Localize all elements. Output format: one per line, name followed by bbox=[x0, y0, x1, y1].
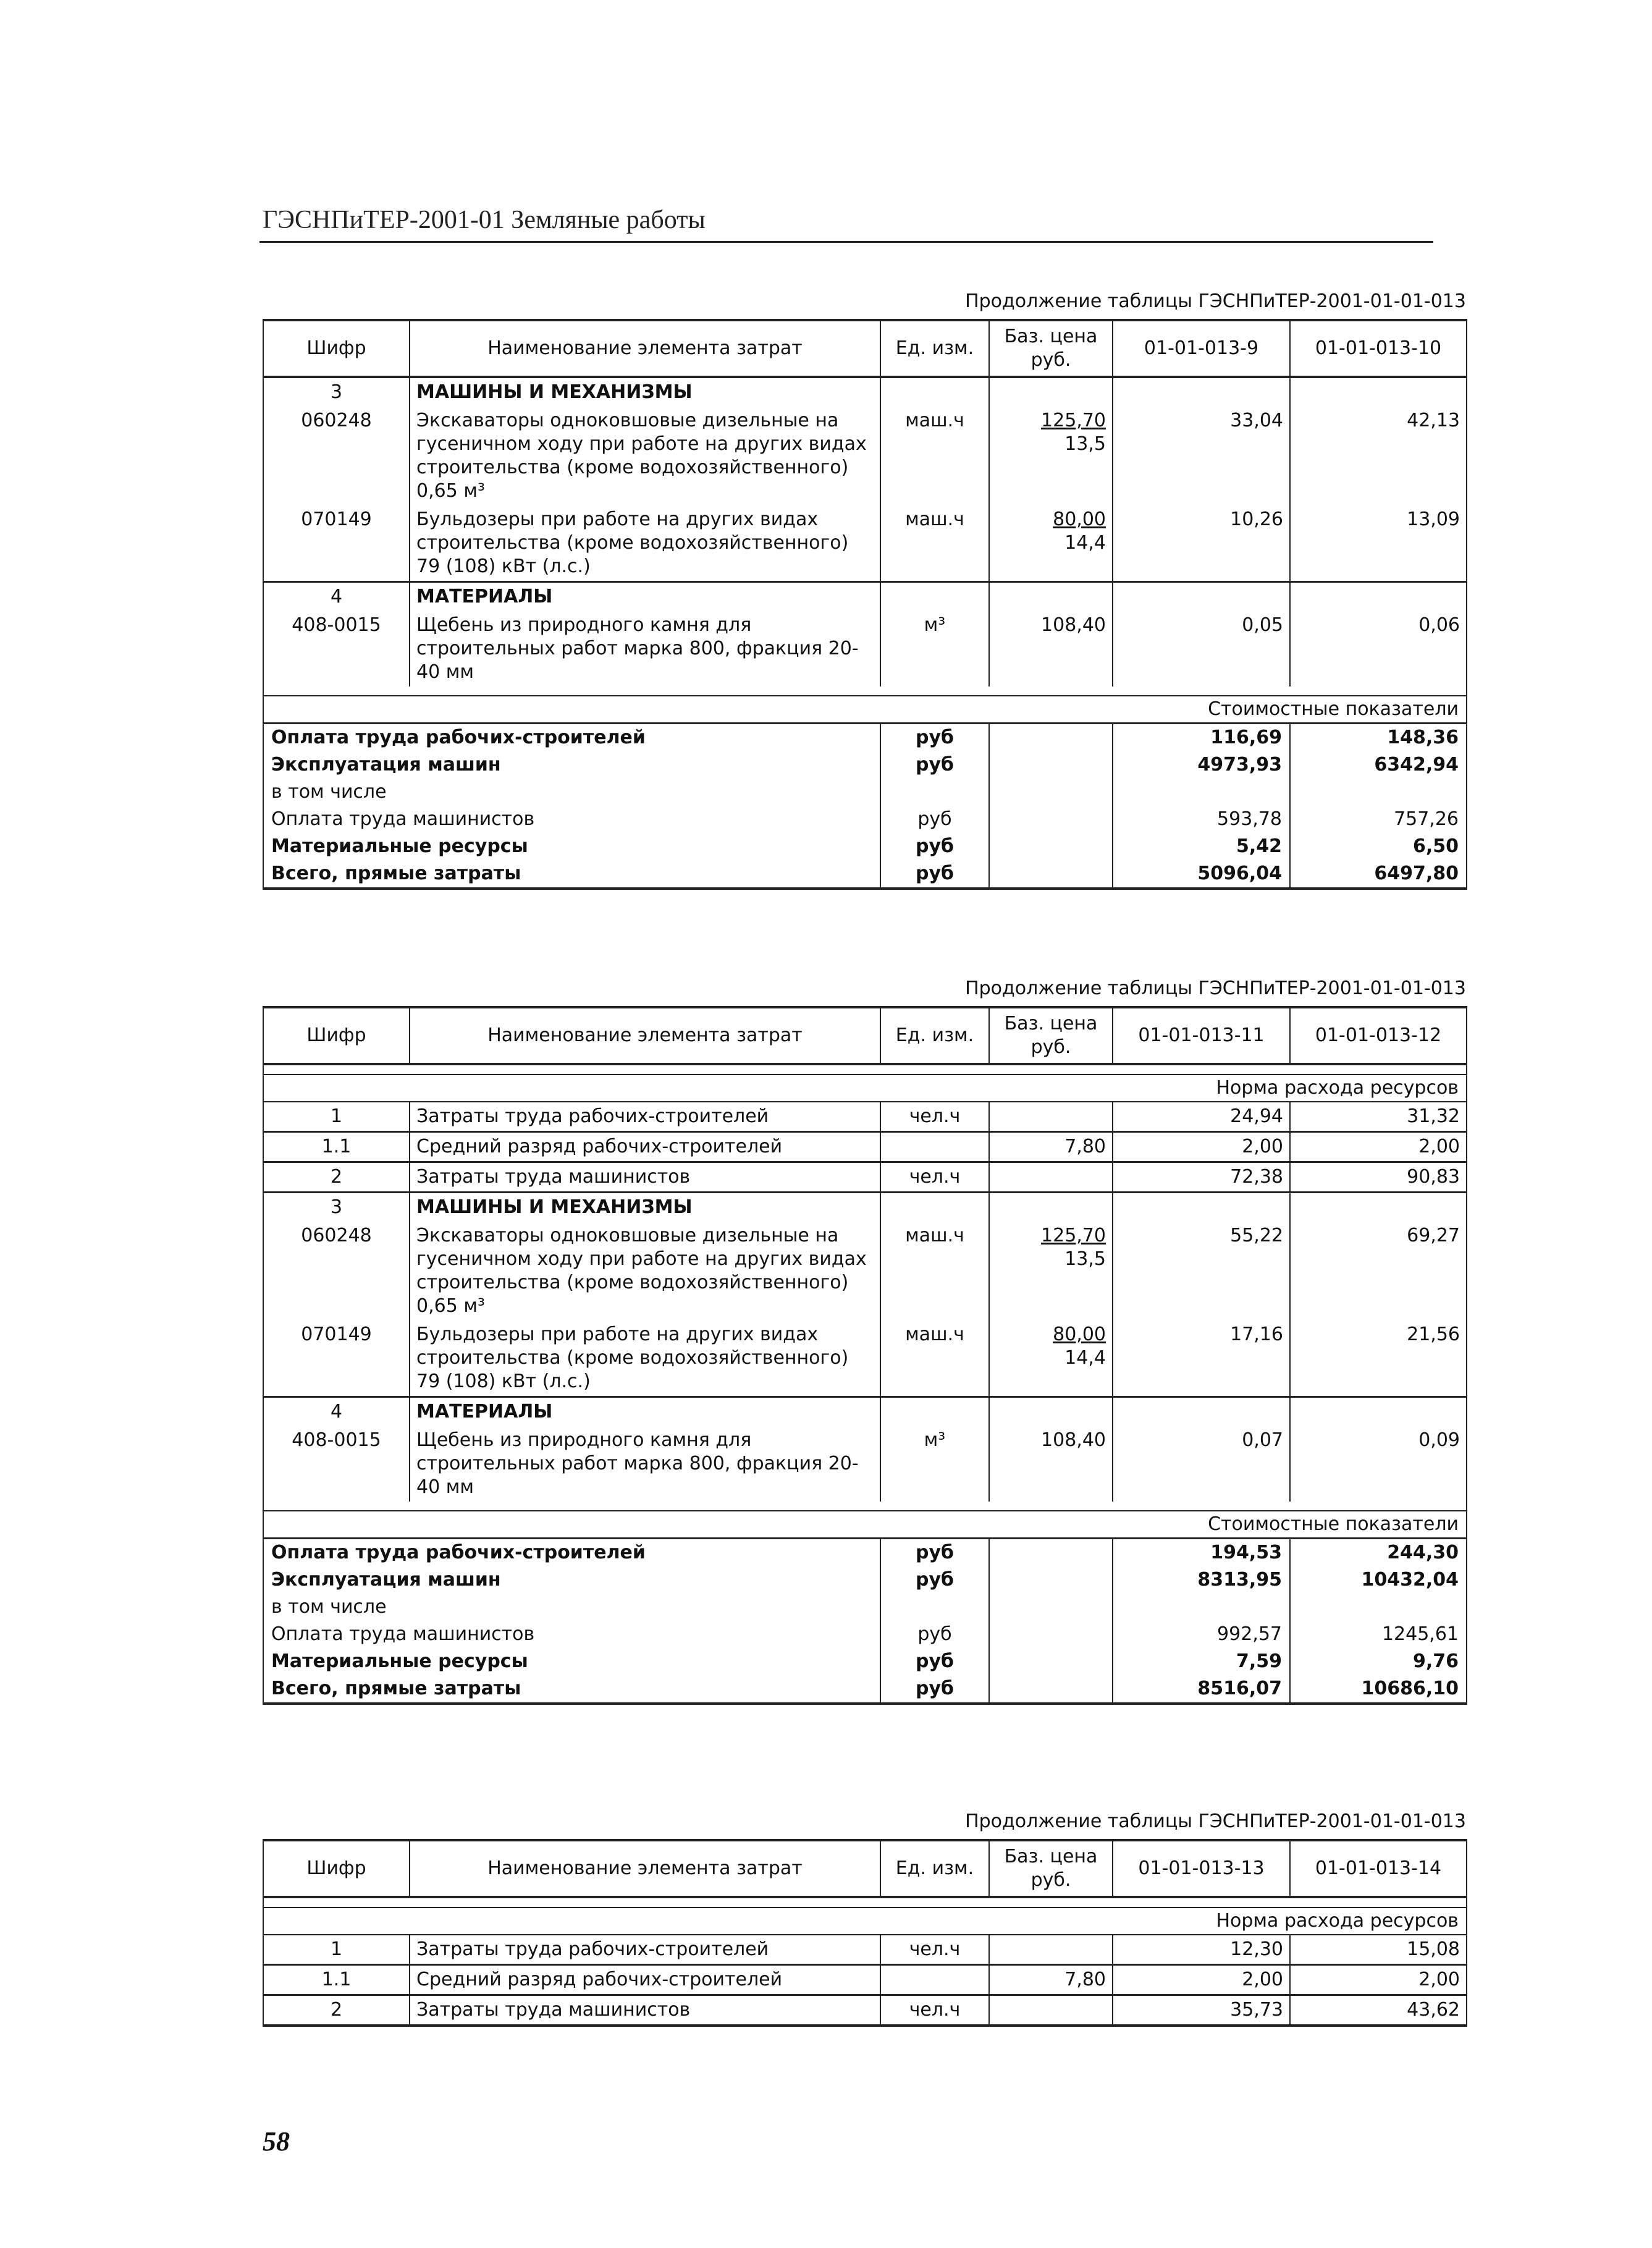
table-caption: Продолжение таблицы ГЭСНПиТЕР-2001-01-01-013 bbox=[965, 1811, 1466, 1832]
table-header-row bbox=[263, 1840, 1467, 1897]
row-code: 060248 bbox=[263, 1222, 410, 1320]
norm-band: Норма расхода ресурсов bbox=[263, 1075, 1467, 1102]
summary-row: Всего, прямые затраты руб 5096,04 6497,80 bbox=[263, 860, 1467, 889]
summary-row: Всего, прямые затраты руб 8516,07 10686,10 bbox=[263, 1675, 1467, 1704]
summary-row: Оплата труда рабочих-строителей руб 116,69 148,36 bbox=[263, 724, 1467, 752]
table-row bbox=[263, 1222, 1467, 1320]
row-unit: м³ bbox=[880, 611, 989, 687]
row-code: 070149 bbox=[263, 505, 410, 582]
row-name: МАШИНЫ И МЕХАНИЗМЫ bbox=[410, 377, 880, 407]
row-unit: маш.ч bbox=[880, 1320, 989, 1397]
table-row: 1 Затраты труда рабочих-строителей чел.ч 12,30 15,08 bbox=[263, 1935, 1467, 1965]
summary-row: Эксплуатация машин руб 4973,93 6342,94 bbox=[263, 751, 1467, 779]
row-value-b: 42,13 bbox=[1290, 407, 1467, 505]
table-row: 1.1 Средний разряд рабочих-строителей 7,80 2,00 2,00 bbox=[263, 1965, 1467, 1995]
table-row bbox=[263, 377, 1467, 407]
col-b-header: 01-01-013-10 bbox=[1290, 320, 1467, 377]
table-header-row bbox=[263, 320, 1467, 377]
col-base-price-header: Баз. цена руб. bbox=[989, 1007, 1113, 1064]
row-value-a: 10,26 bbox=[1113, 505, 1290, 582]
row-value-b: 0,09 bbox=[1290, 1426, 1467, 1502]
col-code-header: Шифр bbox=[263, 1007, 410, 1064]
row-base-price: 80,00 14,4 bbox=[989, 505, 1113, 582]
col-a-header: 01-01-013-9 bbox=[1113, 320, 1290, 377]
row-base-price: 108,40 bbox=[989, 1426, 1113, 1502]
col-a-header: 01-01-013-11 bbox=[1113, 1007, 1290, 1064]
norm-band: Норма расхода ресурсов bbox=[263, 1908, 1467, 1935]
row-code: 4 bbox=[263, 1397, 410, 1427]
row-value-a: 0,07 bbox=[1113, 1426, 1290, 1502]
row-code: 3 bbox=[263, 377, 410, 407]
col-unit-header: Ед. изм. bbox=[880, 1840, 989, 1897]
summary-row: Оплата труда машинистов руб 992,57 1245,61 bbox=[263, 1621, 1467, 1648]
table-row: 1 Затраты труда рабочих-строителей чел.ч 24,94 31,32 bbox=[263, 1102, 1467, 1132]
col-name-header: Наименование элемента затрат bbox=[410, 320, 880, 377]
summary-row: в том числе bbox=[263, 1594, 1467, 1621]
col-unit-header: Ед. изм. bbox=[880, 320, 989, 377]
estimate-table-2 bbox=[263, 1006, 1467, 1705]
row-name: Бульдозеры при работе на других видах строительства (кроме водохозяйственного) 79 (108) кВт (л.с.) bbox=[410, 505, 880, 582]
page-number: 58 bbox=[263, 2126, 290, 2157]
col-name-header: Наименование элемента затрат bbox=[410, 1840, 880, 1897]
row-code: 070149 bbox=[263, 1320, 410, 1397]
col-name-header: Наименование элемента затрат bbox=[410, 1007, 880, 1064]
table-row bbox=[263, 1426, 1467, 1502]
row-code: 3 bbox=[263, 1193, 410, 1222]
row-name: Экскаваторы одноковшовые дизельные на гусеничном ходу при работе на других видах строительства (кроме водохозяйственного) 0,65 м³ bbox=[410, 407, 880, 505]
table-row bbox=[263, 505, 1467, 582]
col-code-header: Шифр bbox=[263, 320, 410, 377]
summary-row: Эксплуатация машин руб 8313,95 10432,04 bbox=[263, 1566, 1467, 1594]
row-unit: маш.ч bbox=[880, 407, 989, 505]
row-value-a: 0,05 bbox=[1113, 611, 1290, 687]
table-row: 1.1 Средний разряд рабочих-строителей 7,80 2,00 2,00 bbox=[263, 1132, 1467, 1162]
row-value-a: 17,16 bbox=[1113, 1320, 1290, 1397]
table-caption: Продолжение таблицы ГЭСНПиТЕР-2001-01-01-013 bbox=[965, 978, 1466, 999]
col-b-header: 01-01-013-14 bbox=[1290, 1840, 1467, 1897]
row-value-b: 69,27 bbox=[1290, 1222, 1467, 1320]
row-code: 4 bbox=[263, 582, 410, 612]
row-unit: маш.ч bbox=[880, 505, 989, 582]
row-base-price: 80,00 14,4 bbox=[989, 1320, 1113, 1397]
row-base-price: 125,70 13,5 bbox=[989, 1222, 1113, 1320]
row-name: МАТЕРИАЛЫ bbox=[410, 582, 880, 612]
col-a-header: 01-01-013-13 bbox=[1113, 1840, 1290, 1897]
row-base-price: 108,40 bbox=[989, 611, 1113, 687]
row-base-price: 125,70 13,5 bbox=[989, 407, 1113, 505]
summary-row: Материальные ресурсы руб 5,42 6,50 bbox=[263, 833, 1467, 860]
cost-band: Стоимостные показатели bbox=[263, 1511, 1467, 1539]
row-unit: маш.ч bbox=[880, 1222, 989, 1320]
row-name: Щебень из природного камня для строительных работ марка 800, фракция 20-40 мм bbox=[410, 611, 880, 687]
summary-row: Оплата труда машинистов руб 593,78 757,26 bbox=[263, 806, 1467, 833]
row-code: 408-0015 bbox=[263, 1426, 410, 1502]
row-name: Бульдозеры при работе на других видах строительства (кроме водохозяйственного) 79 (108) кВт (л.с.) bbox=[410, 1320, 880, 1397]
summary-row: Материальные ресурсы руб 7,59 9,76 bbox=[263, 1648, 1467, 1675]
col-b-header: 01-01-013-12 bbox=[1290, 1007, 1467, 1064]
row-value-b: 13,09 bbox=[1290, 505, 1467, 582]
table-row bbox=[263, 582, 1467, 612]
table-row bbox=[263, 1320, 1467, 1397]
row-value-b: 0,06 bbox=[1290, 611, 1467, 687]
estimate-table-1 bbox=[263, 319, 1467, 890]
header-rule bbox=[259, 241, 1433, 243]
table-row: 2 Затраты труда машинистов чел.ч 35,73 43,62 bbox=[263, 1995, 1467, 2026]
table-row bbox=[263, 1397, 1467, 1427]
table-row bbox=[263, 1193, 1467, 1222]
row-unit: м³ bbox=[880, 1426, 989, 1502]
estimate-table-3 bbox=[263, 1839, 1467, 2027]
row-name: МАТЕРИАЛЫ bbox=[410, 1397, 880, 1427]
col-base-price-header: Баз. цена руб. bbox=[989, 1840, 1113, 1897]
row-value-a: 33,04 bbox=[1113, 407, 1290, 505]
row-value-b: 21,56 bbox=[1290, 1320, 1467, 1397]
table-caption: Продолжение таблицы ГЭСНПиТЕР-2001-01-01-013 bbox=[965, 290, 1466, 312]
summary-row: Оплата труда рабочих-строителей руб 194,53 244,30 bbox=[263, 1539, 1467, 1567]
row-name: МАШИНЫ И МЕХАНИЗМЫ bbox=[410, 1193, 880, 1222]
row-code: 060248 bbox=[263, 407, 410, 505]
col-base-price-header: Баз. цена руб. bbox=[989, 320, 1113, 377]
table-header-row bbox=[263, 1007, 1467, 1064]
row-name: Щебень из природного камня для строительных работ марка 800, фракция 20-40 мм bbox=[410, 1426, 880, 1502]
row-code: 408-0015 bbox=[263, 611, 410, 687]
col-unit-header: Ед. изм. bbox=[880, 1007, 989, 1064]
running-title: ГЭСНПиТЕР-2001-01 Земляные работы bbox=[263, 206, 706, 234]
table-row: 2 Затраты труда машинистов чел.ч 72,38 90,83 bbox=[263, 1162, 1467, 1193]
table-row bbox=[263, 407, 1467, 505]
row-name: Экскаваторы одноковшовые дизельные на гусеничном ходу при работе на других видах строительства (кроме водохозяйственного) 0,65 м³ bbox=[410, 1222, 880, 1320]
row-value-a: 55,22 bbox=[1113, 1222, 1290, 1320]
summary-row: в том числе bbox=[263, 779, 1467, 806]
table-row bbox=[263, 611, 1467, 687]
col-code-header: Шифр bbox=[263, 1840, 410, 1897]
cost-band: Стоимостные показатели bbox=[263, 696, 1467, 724]
